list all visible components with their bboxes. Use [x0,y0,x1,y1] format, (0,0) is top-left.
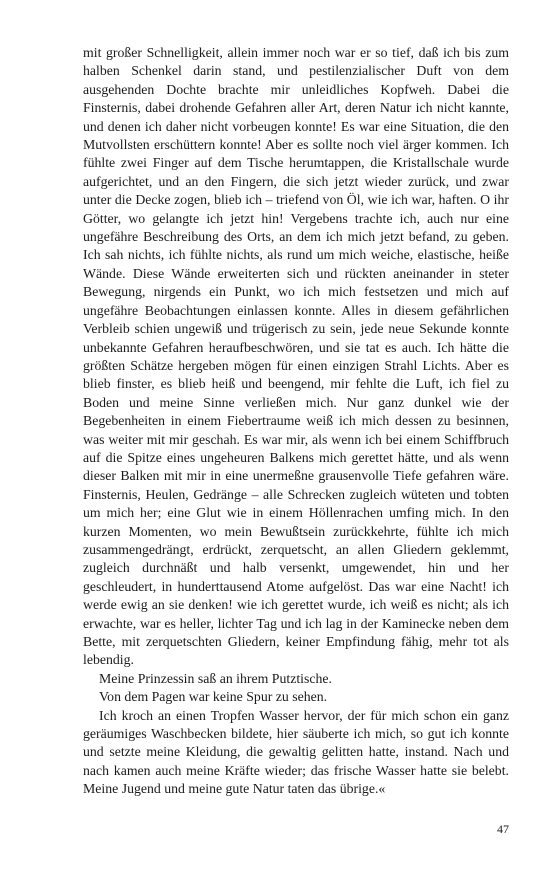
paragraph-water: Ich kroch an einen Tropfen Wasser hervor, der für mich schon ein ganz geräumiges Waschbecken bildete, hier säuberte ich mich, so gut ich konnte und setzte meine Kleidung, die gewaltig gelitten hatte, instand. Nach und nach kamen auch meine Kräfte wieder; das frische Wasser hatte sie belebt. Meine Jugend und meine gute Natur taten das übrige.« [83,707,509,797]
page-body [83,44,509,799]
page-number: 47 [497,822,509,836]
paragraph-main: mit großer Schnelligkeit, allein immer noch war er so tief, daß ich bis zum halben Schenkel darin stand, und pestilenzialischer Duft von dem ausgehenden Dochte brachte mir unleidliches Kopfweh. Dabei die Finsternis, dabei drohende Gefahren aller Art, deren Natur ich nicht kannte, und denen ich daher nicht vorbeugen konnte! Es war eine Situation, die den Mutvollsten erschüttern konnte! Aber es sollte noch viel ärger kommen. Ich fühlte zwei Finger auf dem Tische herumtappen, die Kristallschale wurde aufgerichtet, und an den Fingern, die sich jetzt wieder zurück, und zwar unter die Decke zogen, blieb ich – triefend von Öl, wie ich war, haften. O ihr Götter, wo gelangte ich jetzt hin! Vergebens trachte ich, auch nur eine ungefähre Beschreibung des Orts, an dem ich mich jetzt befand, zu geben. Ich sah nichts, ich fühlte nichts, als rund um mich weiche, elastische, heiße Wände. Diese Wände erweiterten sich und rückten aneinander in steter Bewegung, nirgends ein Punkt, wo ich mich festsetzen und mich auf ungefähre Beobachtungen einlassen konnte. Alles in diesem gefährlichen Verbleib schien ungewiß und trügerisch zu sein, jede neue Sekunde konnte unbekannte Gefahren heraufbeschwören, und sie tat es auch. Ich hätte die größten Schätze hergeben mögen für einen einzigen Strahl Lichts. Aber es blieb finster, es blieb heiß und beengend, mir fehlte die Luft, ich fiel zu Boden und meine Sinne verließen mich. Nur ganz dunkel wie der Begebenheiten in einem Fiebertraume weiß ich mich dessen zu besinnen, was weiter mit mir geschah. Es war mir, als wenn ich bei einem Schiffbruch auf die Spitze eines ungeheuren Balkens mich gerettet hätte, und als wenn dieser Balken mit mir in eine unermeßne grausenvolle Tiefe gefahren wäre. Finsternis, Heulen, Gedränge – alle Schrecken zugleich wüteten und tobten um mich her; eine Glut wie in einem Höllenrachen umfing mich. In den kurzen Momenten, wo mein Bewußtsein zurückkehrte, fühlte ich mich zusammengedrängt, erdrückt, zerquetscht, an allen Gliedern geklemmt, zugleich durchnäßt und halb versenkt, umgewendet, hin und her geschleudert, in hunderttausend Atome aufgelöst. Das war eine Nacht! ich werde ewig an sie denken! wie ich gerettet wurde, ich weiß es nicht; als ich erwachte, war es heller, lichter Tag und ich lag in der Kaminecke neben dem Bette, mit zerquetschten Gliedern, keiner Empfindung fähig, mehr tot als lebendig. [83,45,509,668]
paragraph-page-boy: Von dem Pagen war keine Spur zu sehen. [99,689,328,705]
paragraph-princess: Meine Prinzessin saß an ihrem Putztische. [99,670,332,686]
